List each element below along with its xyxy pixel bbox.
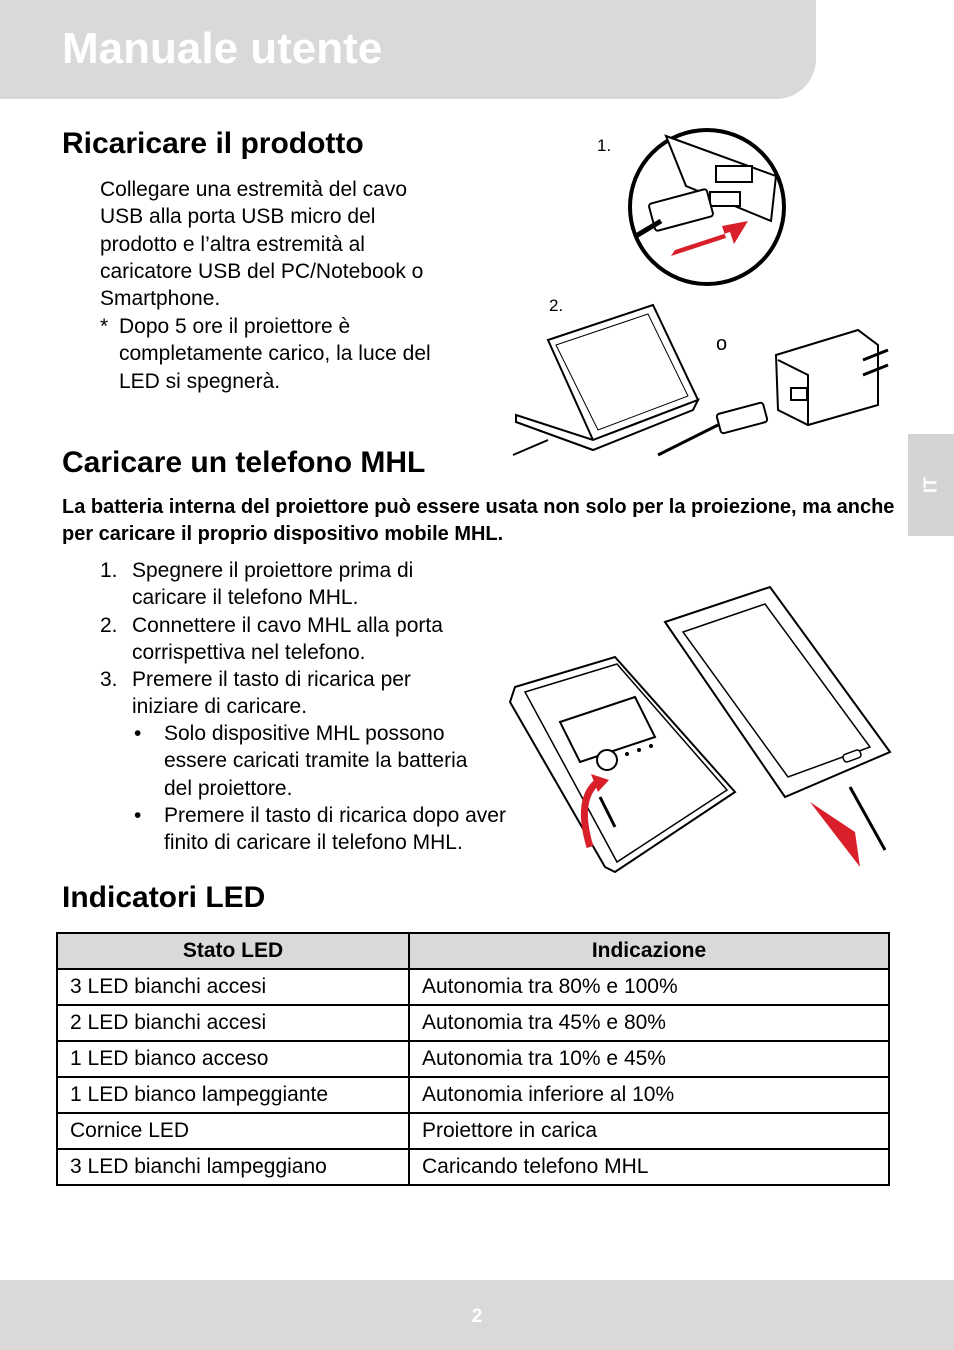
led-table (56, 932, 890, 1186)
table-row (57, 1149, 889, 1185)
usb-plug-illustration (626, 126, 790, 290)
step-number: 1. (100, 559, 118, 582)
figure-or-label: o (716, 333, 728, 355)
note-marker: * (100, 315, 109, 338)
bullet-text (164, 720, 467, 802)
step-line: corrispettiva nel telefono. (132, 641, 366, 665)
laptop-charger-illustration (508, 300, 893, 460)
step-line: iniziare di caricare. (132, 695, 308, 719)
table-cell: 3 LED bianchi lampeggiano (57, 1149, 409, 1185)
page-title: Manuale utente (62, 24, 383, 73)
table-header: Indicazione (409, 933, 889, 969)
table-cell: Proiettore in carica (409, 1113, 889, 1149)
table-cell: 1 LED bianco acceso (57, 1041, 409, 1077)
header-bar (0, 0, 816, 99)
bullet-line: del proiettore. (164, 776, 293, 800)
page-number: 2 (471, 1306, 483, 1327)
language-tab (908, 434, 954, 536)
table-header: Stato LED (57, 933, 409, 969)
charging-instructions (100, 176, 423, 312)
note-line: completamente carico, la luce del (119, 342, 431, 366)
step-line: Spegnere il proiettore prima di (132, 559, 414, 582)
section-title-charging: Ricaricare il prodotto (62, 127, 364, 160)
step-line: Premere il tasto di ricarica per (132, 668, 411, 691)
table-row (57, 1113, 889, 1149)
table-row (57, 1077, 889, 1113)
table-cell: 3 LED bianchi accesi (57, 969, 409, 1005)
step-number: 2. (100, 614, 118, 637)
bullet-line: Premere il tasto di ricarica dopo aver (164, 804, 506, 827)
bullet-line: Solo dispositive MHL possono (164, 722, 445, 745)
step-text (132, 612, 443, 667)
language-tab-label: IT (920, 477, 941, 493)
projector-phone-illustration (505, 582, 895, 882)
step-line: caricare il telefono MHL. (132, 586, 359, 610)
figure-step2-label: 2. (549, 296, 564, 315)
bullet-line: essere caricati tramite la batteria (164, 749, 468, 773)
table-cell: 2 LED bianchi accesi (57, 1005, 409, 1041)
charging-note (119, 313, 431, 395)
table-cell: Cornice LED (57, 1113, 409, 1149)
charging-line: Smartphone. (100, 287, 221, 311)
charging-line: Collegare una estremità del cavo (100, 178, 408, 201)
footer-bar (0, 1280, 954, 1350)
step-text (132, 666, 411, 721)
table-header-row (57, 933, 889, 969)
table-cell: Autonomia inferiore al 10% (409, 1077, 889, 1113)
table-cell: 1 LED bianco lampeggiante (57, 1077, 409, 1113)
step-line: Connettere il cavo MHL alla porta (132, 614, 443, 637)
step-text (132, 557, 413, 612)
charging-line: USB alla porta USB micro del (100, 205, 376, 229)
note-line: Dopo 5 ore il proiettore è (119, 315, 351, 338)
section-title-led: Indicatori LED (62, 881, 266, 914)
bullet-marker: • (134, 804, 142, 827)
bullet-marker: • (134, 722, 142, 745)
table-row (57, 1041, 889, 1077)
table-cell: Caricando telefono MHL (409, 1149, 889, 1185)
table-cell: Autonomia tra 80% e 100% (409, 969, 889, 1005)
bullet-text (164, 802, 506, 857)
charging-line: caricatore USB del PC/Notebook o (100, 259, 424, 283)
table-row (57, 1005, 889, 1041)
step-number: 3. (100, 668, 118, 691)
figure-step1-label: 1. (597, 136, 612, 155)
table-cell: Autonomia tra 10% e 45% (409, 1041, 889, 1077)
table-cell: Autonomia tra 45% e 80% (409, 1005, 889, 1041)
table-row (57, 969, 889, 1005)
note-line: LED si spegnerà. (119, 369, 281, 393)
charging-line: prodotto e l’altra estremità al (100, 232, 365, 256)
mhl-intro: La batteria interna del proiettore può essere usata non solo per la proiezione, ma anche per caricare il proprio dispositivo mobile MHL. (62, 496, 895, 545)
section-title-mhl: Caricare un telefono MHL (62, 446, 426, 479)
bullet-line: finito di caricare il telefono MHL. (164, 831, 463, 855)
